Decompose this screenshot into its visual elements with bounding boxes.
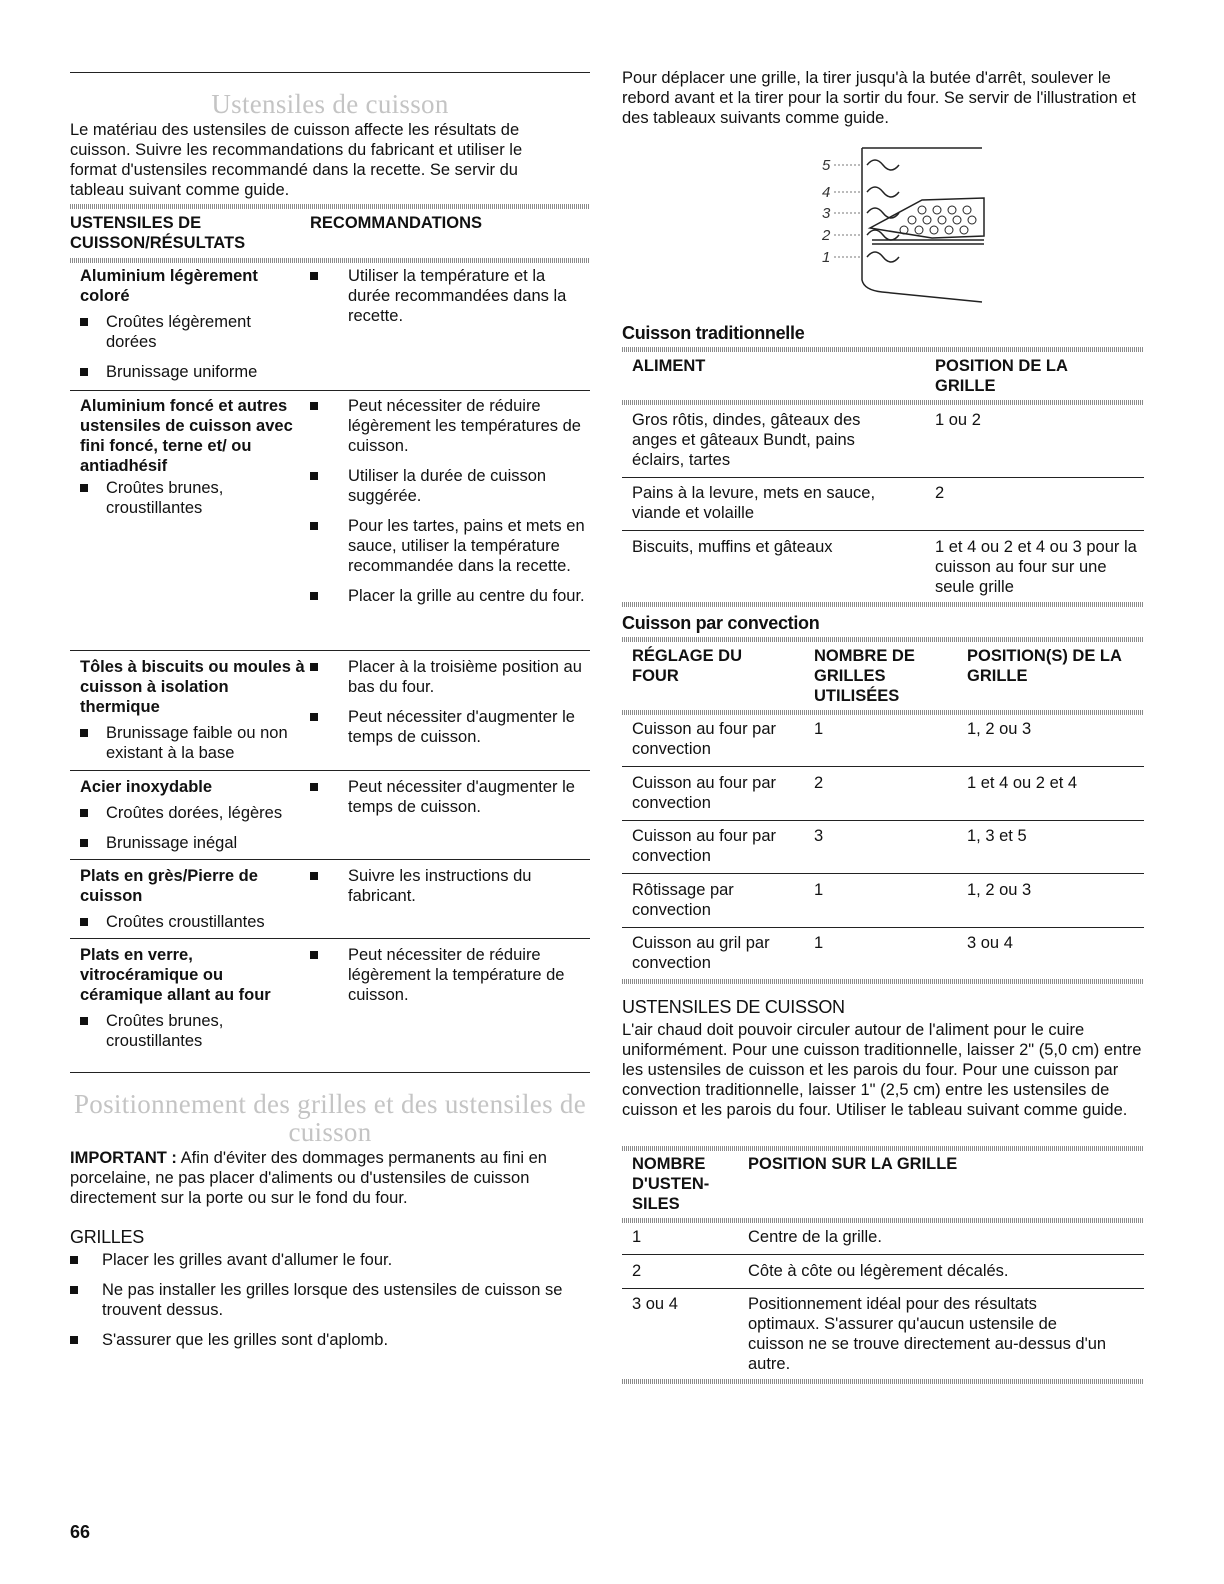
- header-position-grille: POSITION SUR LA GRILLE: [748, 1155, 958, 1173]
- table-top-rule: [622, 1146, 1144, 1151]
- conv-setting: Cuisson au four par convection: [632, 827, 776, 865]
- recommendation-item: Placer la grille au centre du four.: [348, 587, 585, 605]
- list-item: Ne pas installer les grilles lorsque des ustensiles de cuisson se trouvent dessus.: [102, 1281, 563, 1319]
- header-rule: [622, 400, 1144, 405]
- ust-count: 3 ou 4: [632, 1295, 678, 1313]
- table-bottom-rule: [622, 979, 1144, 984]
- conv-count: 1: [814, 934, 824, 952]
- row-divider: [622, 530, 1144, 531]
- result-item: Brunissage faible ou non existant à la base: [106, 724, 288, 762]
- ust-paragraph: L'air chaud doit pouvoir circuler autour de l'aliment pour le cuire uniformément. Pour une cuisson traditionnelle, laisser 2" (5,0 cm) entre les ustensiles de cuisson et les parois du four. Pour une cuisson par convection traditionnelle, laisser 1" (2,5 cm) entre les ustensiles de cuisson et les parois du four. Utiliser le tableau suivant comme guide.: [622, 1021, 1142, 1119]
- conv-setting: Rôtissage par convection: [632, 881, 734, 919]
- conv-setting: Cuisson au four par convection: [632, 720, 776, 758]
- top-rule: [70, 72, 590, 73]
- material-name: Plats en verre, vitrocéramique ou céramique allant au four: [80, 946, 271, 1004]
- grilles-list: [70, 1250, 590, 1350]
- trad-food: Pains à la levure, mets en sauce, viande et volaille: [632, 484, 876, 522]
- ust-position: Positionnement idéal pour des résultats optimaux. S'assurer qu'aucun ustensile de cuisson ne se trouve directement au-dessus d'un autre.: [748, 1295, 1107, 1373]
- row-divider: [622, 766, 1144, 767]
- ust-count: 2: [632, 1262, 642, 1280]
- conv-setting: Cuisson au four par convection: [632, 774, 776, 812]
- list-item: Placer les grilles avant d'allumer le four.: [102, 1251, 393, 1269]
- recommendation-item: Utiliser la température et la durée recommandées dans la recette.: [348, 267, 567, 325]
- conv-position: 1, 3 et 5: [967, 827, 1027, 845]
- ust-count: 1: [632, 1228, 642, 1246]
- table-header: [70, 213, 590, 253]
- grilles-title: GRILLES: [70, 1227, 144, 1247]
- ust-title: USTENSILES DE CUISSON: [622, 997, 845, 1017]
- trad-food: Gros rôtis, dindes, gâteaux des anges et gâteaux Bundt, pains éclairs, tartes: [632, 411, 861, 469]
- important-text: Afin d'éviter des dommages permanents au fini en porcelaine, ne pas placer d'aliments ou d'ustensiles de cuisson directement sur la porte ou sur le fond du four.: [70, 1149, 547, 1207]
- header-position: POSITION DE LA GRILLE: [935, 357, 1068, 395]
- recommendation-item: Peut nécessiter d'augmenter le temps de cuisson.: [348, 778, 575, 816]
- header-reglage: RÉGLAGE DU FOUR: [632, 647, 743, 685]
- recommendation-item: Pour les tartes, pains et mets en sauce, utiliser la température recommandée dans la recette.: [348, 517, 585, 575]
- conv-setting: Cuisson au gril par convection: [632, 934, 770, 972]
- recommendation-item: Utiliser la durée de cuisson suggérée.: [348, 467, 547, 505]
- row-divider: [622, 1288, 1144, 1289]
- header-rule: [622, 710, 1144, 715]
- result-item: Croûtes dorées, légères: [106, 804, 283, 822]
- row-divider: [622, 477, 1144, 478]
- material-name: Acier inoxydable: [80, 778, 213, 796]
- header-rule: [70, 258, 590, 263]
- recommendation-item: Peut nécessiter de réduire légèrement les températures de cuisson.: [348, 397, 581, 455]
- material-name: Plats en grès/Pierre de cuisson: [80, 867, 258, 905]
- result-item: Croûtes brunes, croustillantes: [106, 1012, 224, 1050]
- table-bottom-rule: [622, 602, 1144, 607]
- row-divider: [622, 873, 1144, 874]
- recommendation-item: Suivre les instructions du fabricant.: [348, 867, 532, 905]
- intro-paragraph: Le matériau des ustensiles de cuisson affecte les résultats de cuisson. Suivre les recommandations du fabricant et utiliser le format d'ustensiles recommandé dans la recette. Se servir du tableau suivant comme guide.: [70, 121, 523, 199]
- header-ustensiles: USTENSILES DE CUISSON/RÉSULTATS: [70, 214, 246, 252]
- recommendation-item: Peut nécessiter d'augmenter le temps de cuisson.: [348, 708, 575, 746]
- header-nombre: NOMBRE DE GRILLES UTILISÉES: [814, 647, 915, 705]
- header-rule: [622, 1218, 1144, 1223]
- trad-food: Biscuits, muffins et gâteaux: [632, 538, 833, 556]
- trad-title: Cuisson traditionnelle: [622, 323, 805, 343]
- result-item: Croûtes légèrement dorées: [106, 313, 251, 351]
- conv-count: 2: [814, 774, 824, 792]
- section-title-positionnement: Positionnement des grilles et des ustensiles de cuisson: [73, 1089, 587, 1147]
- conv-position: 1, 2 ou 3: [967, 881, 1032, 899]
- rack-label: 1: [822, 249, 831, 266]
- conv-title: Cuisson par convection: [622, 613, 820, 633]
- rack-label: 3: [822, 205, 831, 222]
- trad-position: 1 ou 2: [935, 411, 981, 429]
- table-top-rule: [622, 637, 1144, 642]
- page-number: 66: [70, 1522, 91, 1542]
- conv-position: 3 ou 4: [967, 934, 1013, 952]
- conv-position: 1 et 4 ou 2 et 4: [967, 774, 1078, 792]
- conv-count: 3: [814, 827, 824, 845]
- conv-count: 1: [814, 881, 824, 899]
- row-divider: [622, 927, 1144, 928]
- table-top-rule: [70, 204, 590, 209]
- section-title-ustensiles: Ustensiles de cuisson: [211, 89, 449, 119]
- conv-position: 1, 2 ou 3: [967, 720, 1032, 738]
- rack-label: 5: [822, 157, 831, 174]
- recommendation-item: Peut nécessiter de réduire légèrement la température de cuisson.: [348, 946, 565, 1004]
- material-name: Tôles à biscuits ou moules à cuisson à isolation thermique: [80, 658, 305, 716]
- trad-position: 1 et 4 ou 2 et 4 ou 3 pour la cuisson au four sur une seule grille: [935, 538, 1137, 596]
- section-rule: [70, 1072, 590, 1073]
- material-name: Aluminium foncé et autres ustensiles de cuisson avec fini foncé, terne et/ ou antiadhésif: [80, 397, 293, 475]
- row-divider: [70, 770, 590, 771]
- list-item: S'assurer que les grilles sont d'aplomb.: [102, 1331, 389, 1349]
- header-aliment: ALIMENT: [632, 357, 706, 375]
- result-item: Brunissage uniforme: [106, 363, 258, 381]
- row-divider: [622, 1254, 1144, 1255]
- row-divider: [70, 390, 590, 391]
- oven-rack-illustration: [812, 140, 992, 310]
- result-item: Brunissage inégal: [106, 834, 238, 852]
- header-recommandations: RECOMMANDATIONS: [310, 214, 483, 232]
- important-note: [70, 1148, 590, 1208]
- ust-position: Centre de la grille.: [748, 1228, 882, 1246]
- important-label: IMPORTANT :: [70, 1149, 177, 1167]
- rack-label: 4: [822, 184, 831, 201]
- row-divider: [622, 820, 1144, 821]
- result-item: Croûtes croustillantes: [106, 913, 265, 931]
- header-positions: POSITION(S) DE LA GRILLE: [967, 647, 1122, 685]
- rack-label: 2: [822, 227, 831, 244]
- table-bottom-rule: [622, 1379, 1144, 1384]
- recommendation-item: Placer à la troisième position au bas du four.: [348, 658, 582, 696]
- ust-position: Côte à côte ou légèrement décalés.: [748, 1262, 1009, 1280]
- row-divider: [70, 938, 590, 939]
- right-intro: Pour déplacer une grille, la tirer jusqu'à la butée d'arrêt, soulever le rebord avant et la tirer pour la sortir du four. Se servir de l'illustration et des tableaux suivants comme guide.: [622, 69, 1136, 127]
- trad-position: 2: [935, 484, 945, 502]
- row-divider: [70, 650, 590, 651]
- result-item: Croûtes brunes, croustillantes: [106, 479, 224, 517]
- table-top-rule: [622, 347, 1144, 352]
- row-divider: [70, 859, 590, 860]
- header-nombre-ustensiles: NOMBRE D'USTEN-SILES: [632, 1155, 710, 1213]
- conv-count: 1: [814, 720, 824, 738]
- material-name: Aluminium légèrement coloré: [80, 267, 258, 305]
